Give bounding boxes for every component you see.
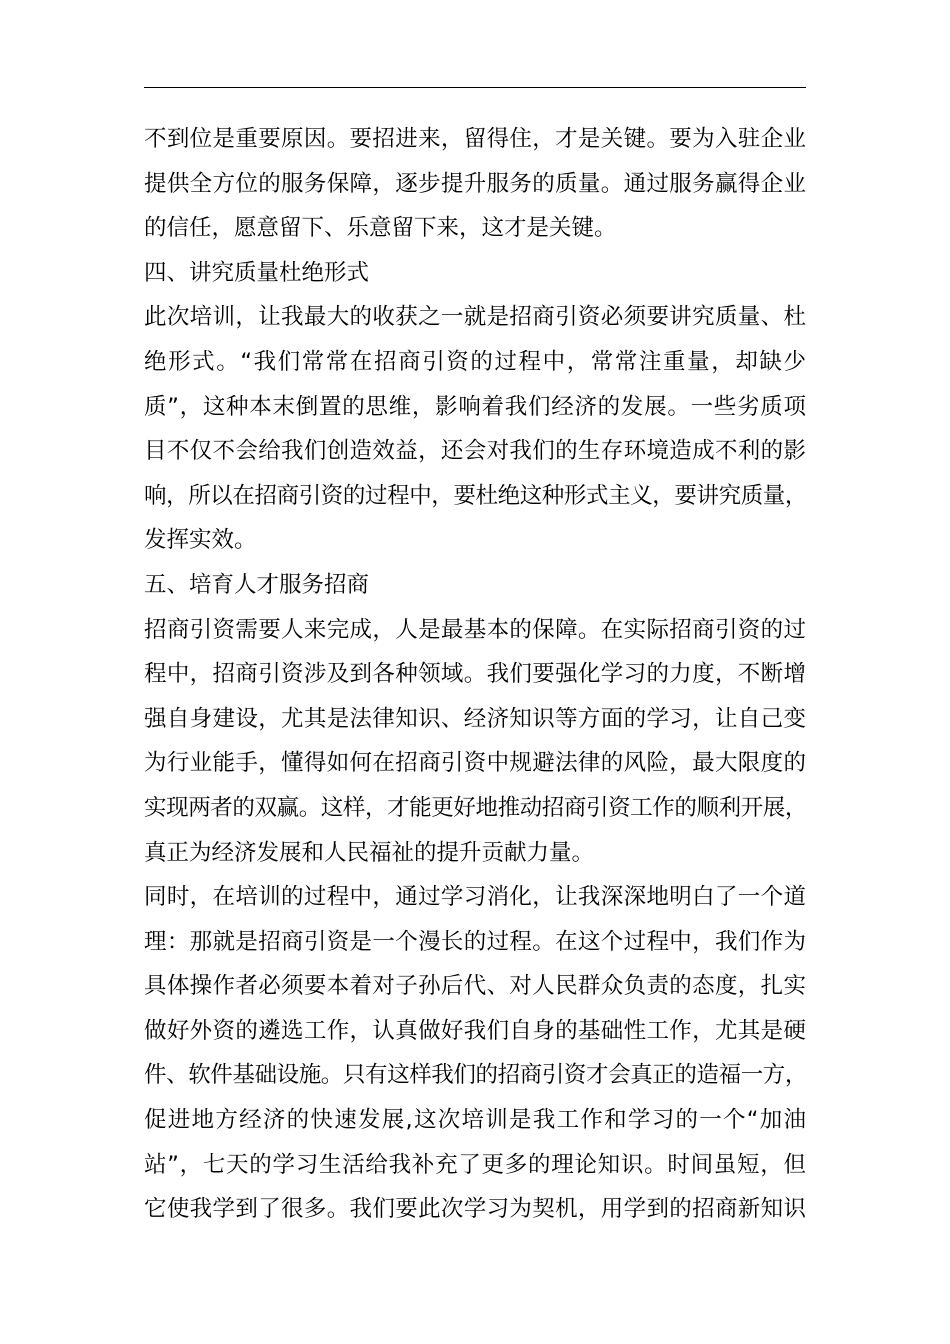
text-line: 具体操作者必须要本着对子孙后代、对人民群众负责的态度，扎实 (144, 973, 806, 1000)
text-line: 它使我学到了很多。我们要此次学习为契机，用学到的招商新知识 (144, 1196, 806, 1223)
text-line: 提供全方位的服务保障，逐步提升服务的质量。通过服务赢得企业 (144, 170, 806, 197)
text-line: 招商引资需要人来完成，人是最基本的保障。在实际招商引资的过 (144, 616, 806, 643)
body-text (144, 117, 824, 1232)
text-line: 做好外资的遴选工作，认真做好我们自身的基础性工作，尤其是硬 (144, 1017, 806, 1044)
text-line: 理：那就是招商引资是一个漫长的过程。在这个过程中，我们作为 (144, 928, 806, 955)
text-line: 质”，这种本末倒置的思维，影响着我们经济的发展。一些劣质项 (144, 393, 806, 420)
text-line: 程中，招商引资涉及到各种领域。我们要强化学习的力度，不断增 (144, 661, 806, 688)
text-line: 不到位是重要原因。要招进来，留得住，才是关键。要为入驻企业 (144, 126, 806, 152)
section-heading-4: 四、讲究质量杜绝形式 (144, 259, 370, 286)
text-line: 实现两者的双赢。这样，才能更好地推动招商引资工作的顺利开展， (144, 794, 808, 821)
text-line: 件、软件基础设施。只有这样我们的招商引资才会真正的造福一方， (144, 1062, 808, 1089)
text-line: 促进地方经济的快速发展,这次培训是我工作和学习的一个“加油 (144, 1107, 806, 1134)
header-rule (144, 87, 806, 88)
text-line: 绝形式。“我们常常在招商引资的过程中，常常注重量，却缺少 (144, 348, 806, 375)
text-line: 的信任，愿意留下、乐意留下来，这才是关键。 (144, 215, 617, 242)
text-line: 响，所以在招商引资的过程中，要杜绝这种形式主义，要讲究质量， (144, 482, 808, 509)
text-line: 强自身建设，尤其是法律知识、经济知识等方面的学习，让自己变 (144, 705, 806, 732)
text-line: 此次培训，让我最大的收获之一就是招商引资必须要讲究质量、杜 (144, 304, 806, 331)
text-line: 发挥实效。 (144, 527, 257, 554)
text-line: 目不仅不会给我们创造效益，还会对我们的生存环境造成不利的影 (144, 438, 806, 465)
section-heading-5: 五、培育人才服务招商 (144, 571, 370, 598)
text-line: 真正为经济发展和人民福祉的提升贡献力量。 (144, 839, 595, 866)
text-line: 同时，在培训的过程中，通过学习消化，让我深深地明白了一个道 (144, 884, 806, 911)
text-line: 站”，七天的学习生活给我补充了更多的理论知识。时间虽短，但 (144, 1151, 806, 1178)
text-line: 为行业能手，懂得如何在招商引资中规避法律的风险，最大限度的 (144, 750, 806, 777)
